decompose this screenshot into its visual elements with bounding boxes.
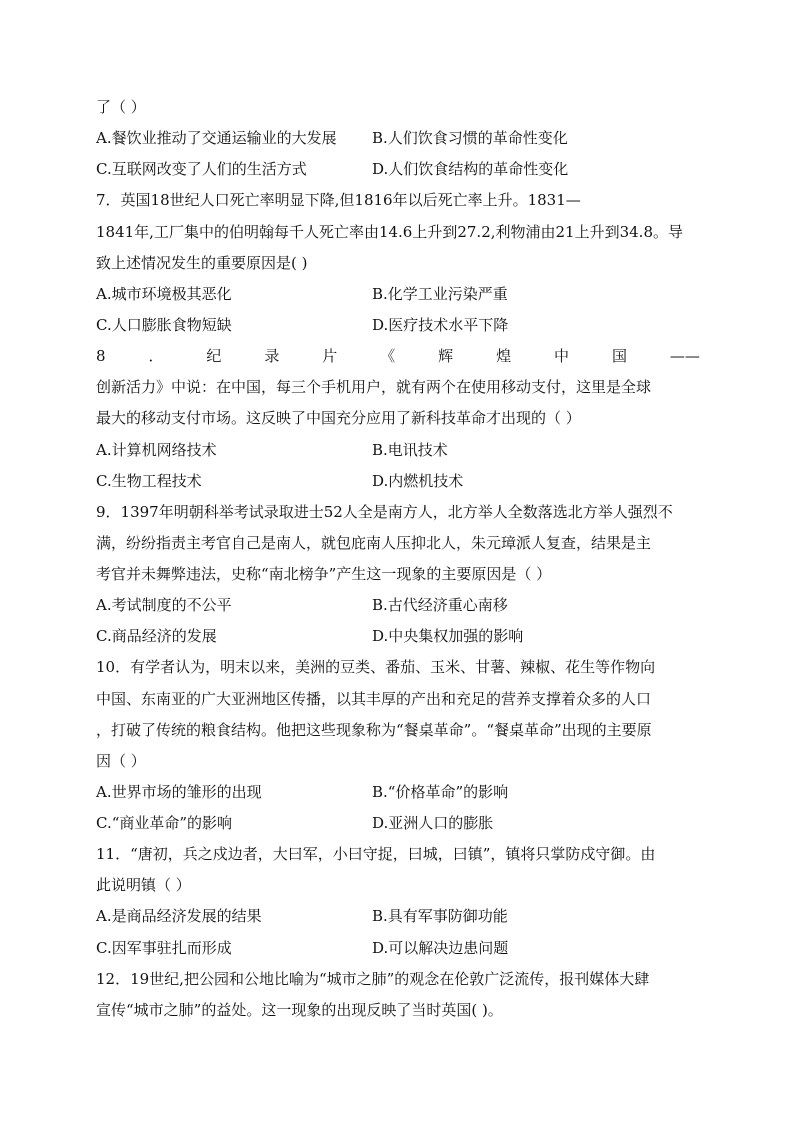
q8-stem-part: ——: [669, 347, 700, 365]
q10-stem-line-3: ，打破了传统的粮食结构。他把这些现象称为“餐桌革命”。“餐桌革命”出现的主要原: [96, 721, 652, 739]
q8-stem-part: 录: [264, 347, 280, 365]
q9-option-b: B.古代经济重心南移: [372, 596, 508, 614]
q6-option-d: D.人们饮食结构的革命性变化: [372, 160, 569, 178]
q8-stem-part: 辉: [438, 347, 454, 365]
q6-stem-end: 了（ ）: [96, 98, 146, 116]
q7-option-a: A.城市环境极其恶化: [96, 285, 232, 303]
q8-option-c: C.生物工程技术: [96, 472, 202, 490]
q10-stem-line-4: 因（ ）: [96, 752, 146, 770]
q12-stem-line-1: 12．19世纪,把公园和公地比喻为“城市之肺”的观念在伦敦广泛流传，报刊媒体大肆: [96, 970, 650, 988]
q10-option-c: C.“商业革命”的影响: [96, 814, 233, 832]
q8-stem-part: 8: [96, 347, 106, 365]
q6-option-a: A.餐饮业推动了交通运输业的大发展: [96, 129, 337, 147]
q11-option-d: D.可以解决边患问题: [372, 939, 509, 957]
q8-stem-part: ．: [148, 347, 164, 365]
q8-option-a: A.计算机网络技术: [96, 441, 217, 459]
q10-option-a: A.世界市场的雏形的出现: [96, 783, 262, 801]
q12-stem-line-2: 宣传“城市之肺”的益处。这一现象的出现反映了当时英国( )。: [96, 1001, 503, 1019]
q8-stem-part: 国: [611, 347, 627, 365]
q9-stem-line-1: 9．1397年明朝科举考试录取进士52人全是南方人，北方举人全数落选北方举人强烈不: [96, 503, 673, 521]
q6-option-b: B.人们饮食习惯的革命性变化: [372, 129, 568, 147]
q8-option-b: B.电讯技术: [372, 441, 448, 459]
q6-option-c: C.互联网改变了人们的生活方式: [96, 160, 307, 178]
q8-stem-line-2: 创新活力》中说：在中国，每三个手机用户，就有两个在使用移动支付，这里是全球: [96, 378, 652, 396]
q9-stem-line-3: 考官并未舞弊违法，史称“南北榜争”产生这一现象的主要原因是（ ）: [96, 565, 552, 583]
q7-option-d: D.医疗技术水平下降: [372, 316, 509, 334]
q9-option-d: D.中央集权加强的影响: [372, 627, 524, 645]
q8-stem-line-1: [96, 346, 700, 366]
q11-option-b: B.具有军事防御功能: [372, 907, 508, 925]
q7-stem-line-1: 7．英国18世纪人口死亡率明显下降,但1816年以后死亡率上升。1831—: [96, 191, 581, 209]
q10-option-b: B.“价格革命”的影响: [372, 783, 509, 801]
q9-stem-line-2: 满，纷纷指责主考官自己是南人，就包庇南人压抑北人，朱元璋派人复查，结果是主: [96, 534, 652, 552]
q10-stem-line-1: 10．有学者认为，明末以来，美洲的豆类、番茄、玉米、甘薯、辣椒、花生等作物向: [96, 658, 656, 676]
q8-stem-part: 纪: [206, 347, 222, 365]
q7-option-b: B.化学工业污染严重: [372, 285, 508, 303]
q11-option-a: A.是商品经济发展的结果: [96, 907, 262, 925]
q7-stem-line-3: 致上述情况发生的重要原因是( ): [96, 254, 308, 272]
q8-stem-part: 中: [554, 347, 570, 365]
q11-option-c: C.因军事驻扎而形成: [96, 939, 232, 957]
q7-option-c: C.人口膨胀食物短缺: [96, 316, 232, 334]
q8-stem-part: 片: [322, 347, 338, 365]
q10-stem-line-2: 中国、东南亚的广大亚洲地区传播，以其丰厚的产出和充足的营养支撑着众多的人口: [96, 690, 652, 708]
q11-stem-line-1: 11．“唐初，兵之戍边者，大曰军，小曰守捉，曰城，曰镇”，镇将只掌防戍守御。由: [96, 845, 656, 863]
q8-stem-line-3: 最大的移动支付市场。这反映了中国充分应用了新科技革命才出现的（ ）: [96, 409, 581, 427]
q8-stem-part: 《: [380, 347, 396, 365]
q11-stem-line-2: 此说明镇（ ）: [96, 876, 191, 894]
q9-option-a: A.考试制度的不公平: [96, 596, 232, 614]
q9-option-c: C.商品经济的发展: [96, 627, 217, 645]
q8-stem-part: 煌: [496, 347, 512, 365]
q7-stem-line-2: 1841年,工厂集中的伯明翰每千人死亡率由14.6上升到27.2,利物浦由21上升到34.8。导: [96, 223, 683, 241]
q10-option-d: D.亚洲人口的膨胀: [372, 814, 494, 832]
q8-option-d: D.内燃机技术: [372, 472, 464, 490]
